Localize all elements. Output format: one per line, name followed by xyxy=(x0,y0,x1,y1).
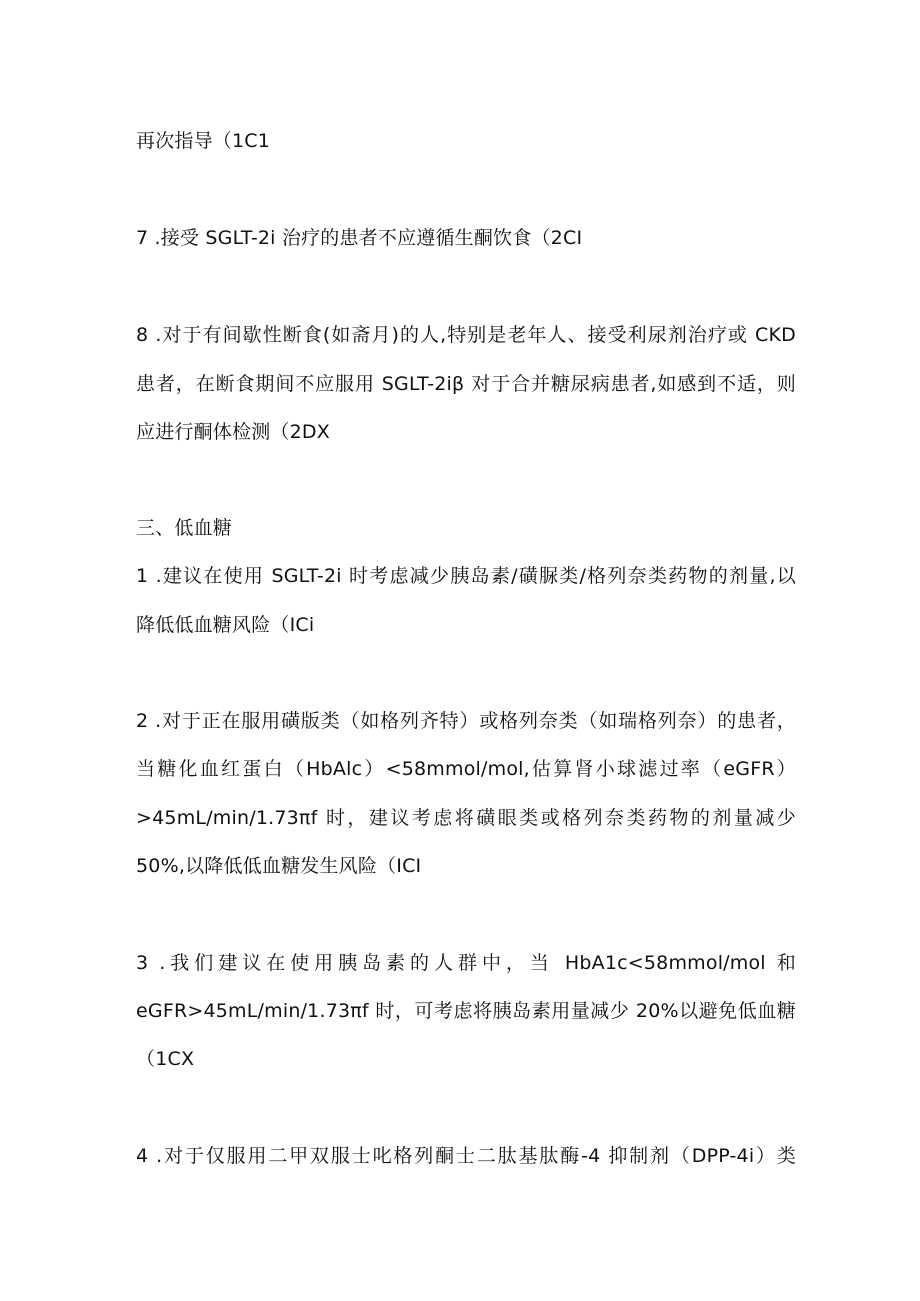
item-8-line-3: 应进行酮体检测（2DX xyxy=(136,421,330,443)
section-heading-hypoglycemia: 三、低血糖 xyxy=(136,517,233,539)
item-7-line: 7 .接受 SGLT-2i 治疗的患者不应遵循生酮饮食（2CI xyxy=(136,227,583,249)
s3-item-1-line-2: 降低低血糖风险（ICi xyxy=(136,614,315,636)
s3-item-2-line-1: 2 .对于正在服用磺版类（如格列齐特）或格列奈类（如瑞格列奈）的患者， xyxy=(136,710,796,732)
s3-item-2-line-3: >45mL/min/1.73πf 时，建议考虑将磺眼类或格列奈类药物的剂量减少 xyxy=(136,807,796,829)
s3-item-1-line-1: 1 .建议在使用 SGLT-2i 时考虑减少胰岛素/磺脲类/格列奈类药物的剂量,以 xyxy=(136,565,796,587)
paragraph-continuation-line: 再次指导（1C1 xyxy=(136,130,271,152)
item-8-line-1: 8 .对于有间歇性断食(如斋月)的人,特别是老年人、接受利尿剂治疗或 CKD xyxy=(136,324,796,346)
s3-item-3-line-2: eGFR>45mL∕min∕1.73πf 时，可考虑将胰岛素用量减少 20%以避免低血糖 xyxy=(136,1000,796,1022)
s3-item-2-line-4: 50%,以降低低血糖发生风险（ICI xyxy=(136,855,422,877)
item-8-line-2: 患者，在断食期间不应服用 SGLT-2iβ 对于合并糖尿病患者,如感到不适，则 xyxy=(136,373,796,395)
s3-item-3-line-1: 3 .我们建议在使用胰岛素的人群中，当 HbA1c<58mmol∕mol 和 xyxy=(136,952,796,974)
s3-item-2-line-2: 当糖化血红蛋白（HbAlc）<58mmol∕mol,估算肾小球滤过率（eGFR） xyxy=(136,758,796,780)
s3-item-3-line-3: （1CX xyxy=(136,1048,195,1070)
s3-item-4-line-1: 4 .对于仅服用二甲双服士叱格列酮士二肽基肽酶-4 抑制剂（DPP-4i）类 xyxy=(136,1145,796,1167)
